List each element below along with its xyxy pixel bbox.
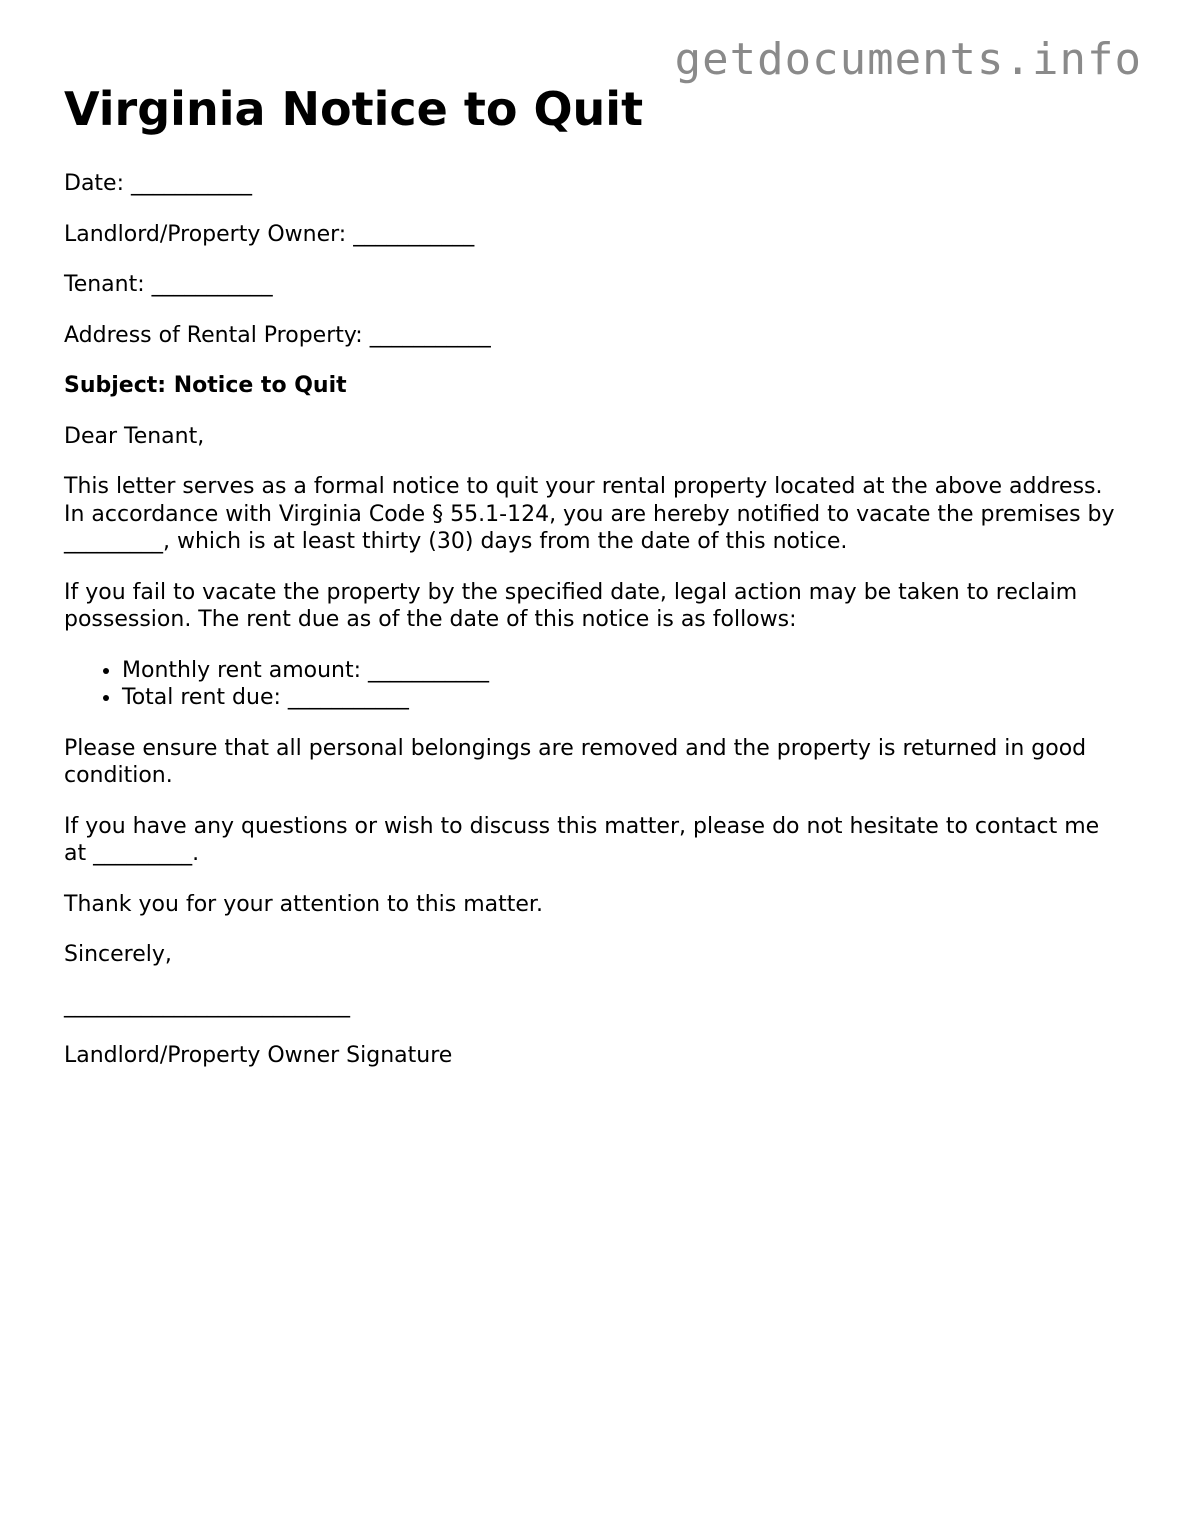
tenant-field: Tenant: ___________ bbox=[64, 272, 273, 297]
notice-paragraph: This letter serves as a formal notice to quit your rental property located at the above address. In accordance with Virginia Code § 55.1-124, you are hereby notified to vacate the premises by _________, which is at least thirty (30) days from the date of this notice. bbox=[64, 474, 1115, 554]
signature-label: Landlord/Property Owner Signature bbox=[64, 1043, 453, 1068]
subject-line: Subject: Notice to Quit bbox=[64, 373, 347, 398]
watermark: getdocuments.info bbox=[674, 34, 1142, 85]
letter-body bbox=[64, 170, 1124, 1093]
address-field: Address of Rental Property: ___________ bbox=[64, 322, 491, 348]
rent-list bbox=[64, 657, 1124, 712]
thanks-paragraph: Thank you for your attention to this matter. bbox=[64, 891, 543, 917]
salutation: Dear Tenant, bbox=[64, 423, 205, 449]
landlord-field: Landlord/Property Owner: ___________ bbox=[64, 221, 475, 247]
signature-line: __________________________ bbox=[64, 992, 350, 1018]
list-item: • Monthly rent amount: ___________ bbox=[122, 657, 1124, 685]
belongings-paragraph: Please ensure that all personal belongings are removed and the property is returned in good condition. bbox=[64, 735, 1087, 788]
page-title: Virginia Notice to Quit bbox=[64, 82, 644, 136]
contact-paragraph: If you have any questions or wish to discuss this matter, please do not hesitate to contact me at _________. bbox=[64, 813, 1100, 866]
list-item: • Total rent due: ___________ bbox=[122, 684, 1124, 712]
date-field: Date: ___________ bbox=[64, 171, 252, 196]
closing: Sincerely, bbox=[64, 942, 172, 967]
consequence-paragraph: If you fail to vacate the property by the specified date, legal action may be taken to reclaim possession. The rent due as of the date of this notice is as follows: bbox=[64, 579, 1078, 632]
